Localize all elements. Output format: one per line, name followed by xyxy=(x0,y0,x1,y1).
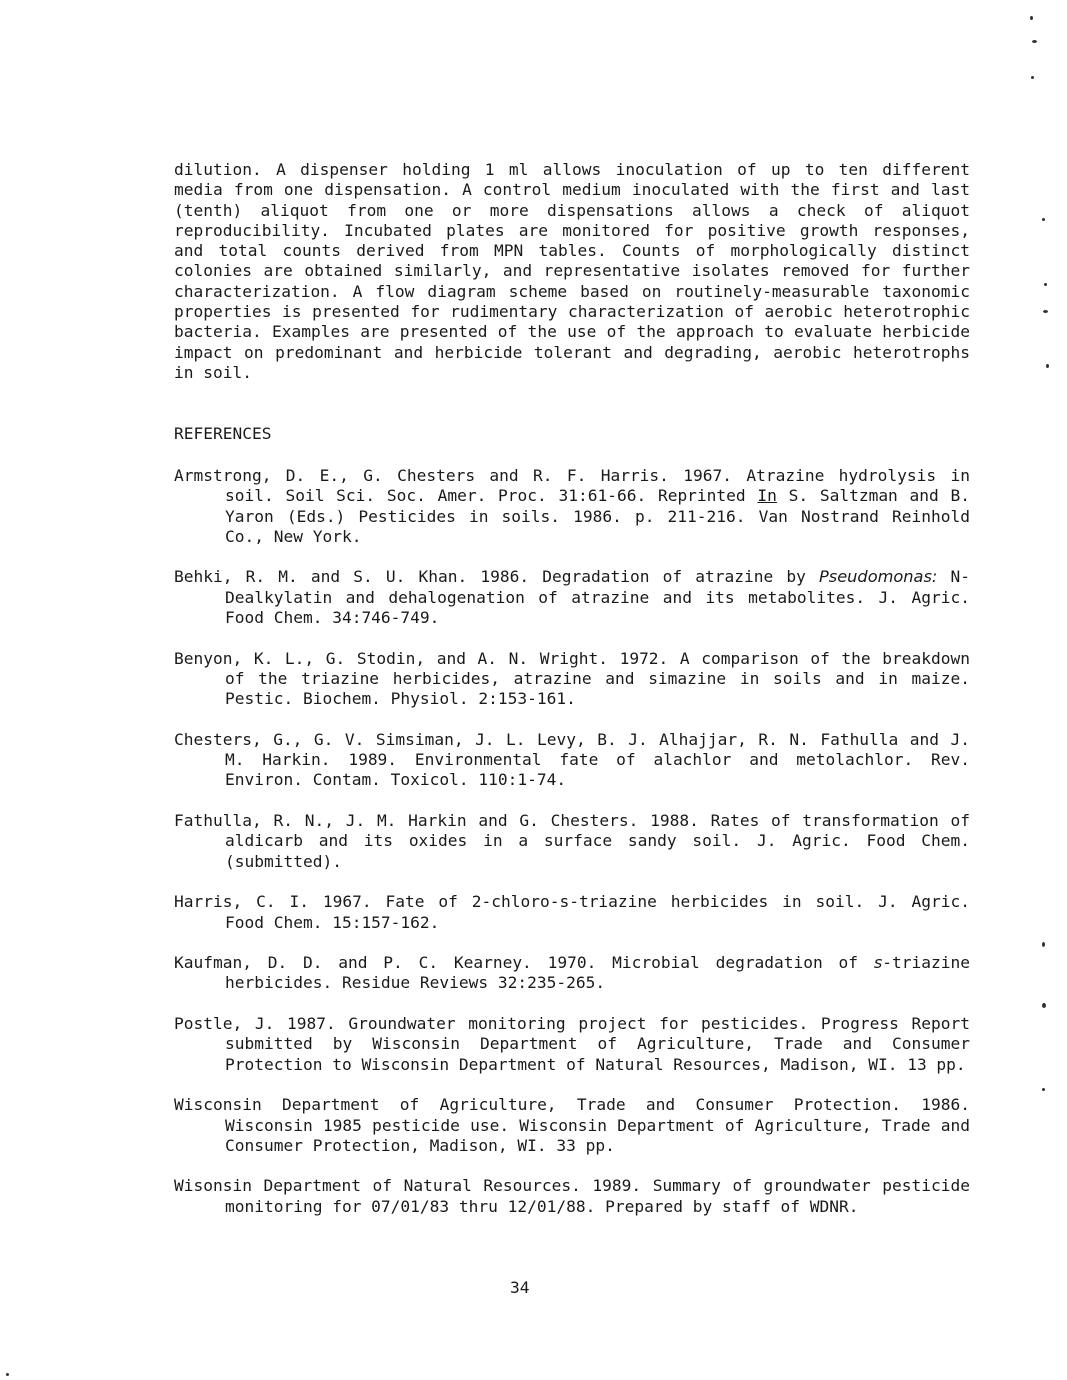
reference-text: S. Saltzman and B. Yaron (Eds.) Pesticides in soils. 1986. p. 211-216. Van Nostrand Reinhold Co., New York. xyxy=(225,486,970,546)
scan-speck xyxy=(1042,1003,1046,1008)
scan-speck xyxy=(1046,364,1049,368)
scan-speck xyxy=(1030,16,1033,20)
reference-postle: Postle, J. 1987. Groundwater monitoring project for pesticides. Progress Report submitted by Wisconsin Department of Agriculture, Trade and Consumer Protection to Wisconsin Department of Natural Resources, Madison, WI. 13 pp. xyxy=(174,1014,970,1074)
scan-speck xyxy=(1042,942,1045,947)
intro-paragraph: dilution. A dispenser holding 1 ml allows inoculation of up to ten different media from one dispensation. A control medium inoculated with the first and last (tenth) aliquot from one or more dispensations allows a check of aliquot reproducibility. Incubated plates are monitored for positive growth responses, and total counts derived from MPN tables. Counts of morphologically distinct colonies are obtained similarly, and representative isolates removed for further characterization. A flow diagram scheme based on routinely-measurable taxonomic properties is presented for rudimentary characterization of aerobic heterotrophic bacteria. Examples are presented of the use of the approach to evaluate herbicide impact on predominant and herbicide tolerant and degrading, aerobic heterotrophs in soil. xyxy=(174,160,970,382)
reference-wdatcp: Wisconsin Department of Agriculture, Trade and Consumer Protection. 1986. Wisconsin 1985 pesticide use. Wisconsin Department of Agriculture, Trade and Consumer Protection, Madison, WI. 33 pp. xyxy=(174,1095,970,1155)
reference-harris: Harris, C. I. 1967. Fate of 2-chloro-s-triazine herbicides in soil. J. Agric. Food Chem. 15:157-162. xyxy=(174,892,970,932)
intro-text xyxy=(174,160,970,383)
reference-text: Behki, R. M. and S. U. Khan. 1986. Degradation of atrazine by xyxy=(174,567,820,587)
scan-speck xyxy=(1043,310,1048,313)
reference-text: Kaufman, D. D. and P. C. Kearney. 1970. Microbial degradation of xyxy=(174,953,874,973)
reference-fathulla: Fathulla, R. N., J. M. Harkin and G. Chesters. 1988. Rates of transformation of aldicarb and its oxides in a surface sandy soil. J. Agric. Food Chem. (submitted). xyxy=(174,811,970,871)
references-list xyxy=(174,466,970,1237)
references-heading: REFERENCES xyxy=(174,424,272,443)
italic-s: s xyxy=(873,953,883,973)
reference-behki xyxy=(174,567,970,628)
page-number: 34 xyxy=(510,1278,530,1297)
scan-speck xyxy=(1032,40,1037,43)
scan-speck xyxy=(1042,1088,1045,1091)
scan-speck xyxy=(1044,283,1047,286)
reference-text: Armstrong, D. E., G. Chesters and R. F. Harris. 1967. Atrazine hydrolysis in soil. Soil Sci. Soc. Amer. Proc. 31:61-66. Reprinted xyxy=(174,466,970,506)
reference-chesters: Chesters, G., G. V. Simsiman, J. L. Levy, B. J. Alhajjar, R. N. Fathulla and J. M. Harkin. 1989. Environmental fate of alachlor and metolachlor. Rev. Environ. Contam. Toxicol. 110:1-74. xyxy=(174,729,970,790)
scan-speck xyxy=(1031,76,1034,79)
genus-name: Pseudomonas: xyxy=(819,567,938,587)
reference-wdnr: Wisonsin Department of Natural Resources. 1989. Summary of groundwater pesticide monitoring for 07/01/83 thru 12/01/88. Prepared by staff of WDNR. xyxy=(174,1176,970,1216)
reference-benyon: Benyon, K. L., G. Stodin, and A. N. Wright. 1972. A comparison of the breakdown of the triazine herbicides, atrazine and simazine in soils and in maize. Pestic. Biochem. Physiol. 2:153-161. xyxy=(174,648,970,709)
scan-speck xyxy=(6,1373,9,1376)
underlined-in: In xyxy=(757,486,777,506)
scan-speck xyxy=(1042,218,1045,221)
reference-kaufman xyxy=(174,953,970,994)
reference-armstrong xyxy=(174,466,970,547)
reference-text: -triazine herbicides. Residue Reviews 32:235-265. xyxy=(225,953,970,993)
reference-text: N-Dealkylatin and dehalogenation of atrazine and its metabolites. J. Agric. Food Chem. 34:746-749. xyxy=(225,567,970,628)
